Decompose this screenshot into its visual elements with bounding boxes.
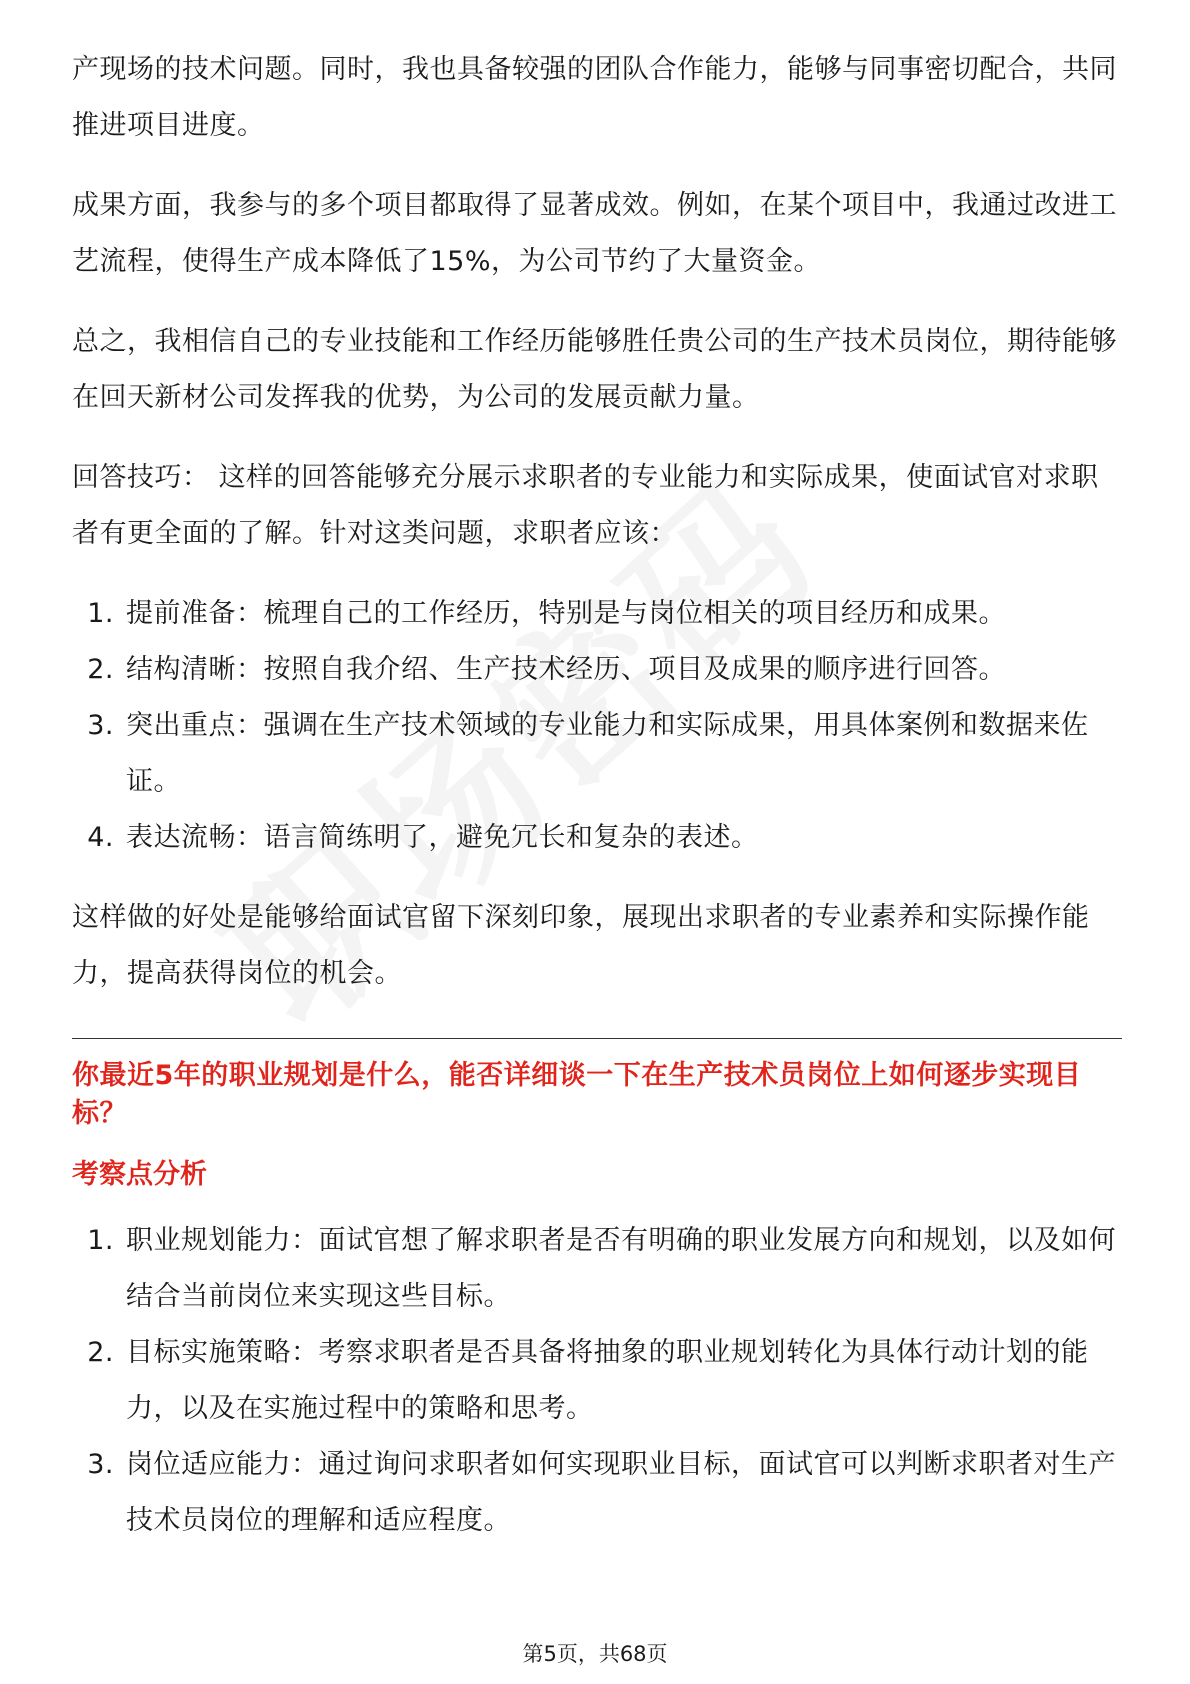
- paragraph-summary: 总之，我相信自己的专业技能和工作经历能够胜任贵公司的生产技术员岗位，期待能够在回天新材公司发挥我的优势，为公司的发展贡献力量。: [72, 326, 1117, 413]
- tips-list: [72, 586, 1122, 866]
- paragraph-closing: 这样做的好处是能够给面试官留下深刻印象，展现出求职者的专业素养和实际操作能力，提高获得岗位的机会。: [72, 902, 1090, 989]
- list-text: 提前准备：梳理自己的工作经历，特别是与岗位相关的项目经历和成果。: [126, 598, 1006, 629]
- list-number: 1.: [87, 1225, 114, 1256]
- list-item: [72, 1213, 1122, 1325]
- list-text: 突出重点：强调在生产技术领域的专业能力和实际成果，用具体案例和数据来佐证。: [126, 710, 1089, 797]
- list-text: 目标实施策略：考察求职者是否具备将抽象的职业规划转化为具体行动计划的能力，以及在实施过程中的策略和思考。: [126, 1337, 1089, 1424]
- analysis-list: [72, 1213, 1122, 1549]
- list-number: 3.: [87, 1449, 114, 1480]
- paragraph-answer-tips: 回答技巧： 这样的回答能够充分展示求职者的专业能力和实际成果，使面试官对求职者有更全面的了解。针对这类问题，求职者应该：: [72, 462, 1099, 549]
- page-content: [72, 42, 1122, 1573]
- list-number: 1.: [87, 598, 114, 629]
- list-number: 3.: [87, 710, 114, 741]
- section-heading: 考察点分析: [72, 1159, 207, 1190]
- paragraph-teamwork: 产现场的技术问题。同时，我也具备较强的团队合作能力，能够与同事密切配合，共同推进项目进度。: [72, 54, 1117, 141]
- list-item: [72, 698, 1122, 810]
- interview-question: 你最近5年的职业规划是什么，能否详细谈一下在生产技术员岗位上如何逐步实现目标？: [72, 1060, 1082, 1129]
- list-item: [72, 642, 1122, 698]
- list-number: 2.: [87, 1337, 114, 1368]
- paragraph-results: 成果方面，我参与的多个项目都取得了显著成效。例如，在某个项目中，我通过改进工艺流程，使得生产成本降低了15%，为公司节约了大量资金。: [72, 190, 1117, 277]
- page-footer: 第5页，共68页: [522, 1642, 668, 1666]
- list-text: 职业规划能力：面试官想了解求职者是否有明确的职业发展方向和规划，以及如何结合当前岗位来实现这些目标。: [126, 1225, 1116, 1312]
- list-number: 2.: [87, 654, 114, 685]
- list-item: [72, 586, 1122, 642]
- list-number: 4.: [87, 822, 114, 853]
- list-text: 表达流畅：语言简练明了，避免冗长和复杂的表述。: [126, 822, 759, 853]
- list-item: [72, 1437, 1122, 1549]
- list-item: [72, 1325, 1122, 1437]
- list-text: 结构清晰：按照自我介绍、生产技术经历、项目及成果的顺序进行回答。: [126, 654, 1006, 685]
- section-divider: [72, 1038, 1122, 1039]
- list-item: [72, 810, 1122, 866]
- list-text: 岗位适应能力：通过询问求职者如何实现职业目标，面试官可以判断求职者对生产技术员岗位的理解和适应程度。: [126, 1449, 1116, 1536]
